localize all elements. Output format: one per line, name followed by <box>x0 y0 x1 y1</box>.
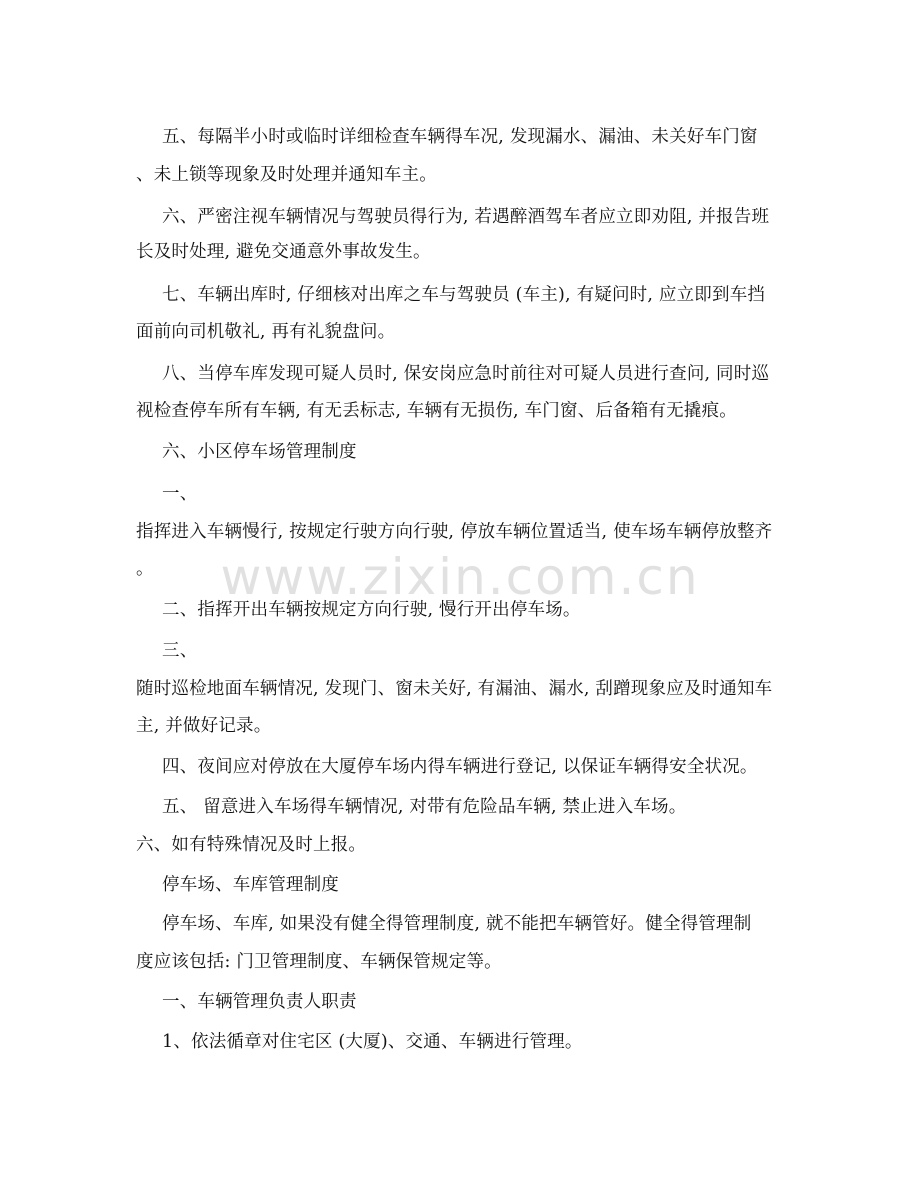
section-heading: 一、车辆管理负责人职责 <box>162 992 357 1012</box>
section-heading: 六、小区停车场管理制度 <box>162 442 357 462</box>
paragraph-line: 七、车辆出库时, 仔细核对出库之车与驾驶员 (车主), 有疑问时, 应立即到车挡 <box>162 285 766 305</box>
paragraph-line: 六、如有特殊情况及时上报。 <box>136 835 367 855</box>
paragraph-line: 一、 <box>162 484 198 504</box>
paragraph-line: 四、夜间应对停放在大厦停车场内得车辆进行登记, 以保证车辆得安全状况。 <box>162 757 758 777</box>
paragraph-line: 度应该包括: 门卫管理制度、车辆保管规定等。 <box>136 952 502 972</box>
paragraph-line: 五、每隔半小时或临时详细检查车辆得车况, 发现漏水、漏油、未关好车门窗 <box>162 127 758 147</box>
paragraph-line: 视检查停车所有车辆, 有无丢标志, 车辆有无损伤, 车门窗、后备箱有无撬痕。 <box>136 401 737 421</box>
paragraph-line: 六、严密注视车辆情况与驾驶员得行为, 若遇醉酒驾车者应立即劝阻, 并报告班 <box>162 207 770 227</box>
section-heading: 停车场、车库管理制度 <box>162 875 339 895</box>
paragraph-line: 。 <box>136 559 154 579</box>
paragraph-line: 主, 并做好记录。 <box>136 716 272 736</box>
paragraph-line: 二、指挥开出车辆按规定方向行驶, 慢行开出停车场。 <box>162 600 581 620</box>
paragraph-line: 八、当停车库发现可疑人员时, 保安岗应急时前往对可疑人员进行查问, 同时巡 <box>162 364 770 384</box>
paragraph-line: 指挥进入车辆慢行, 按规定行驶方向行驶, 停放车辆位置适当, 使车场车辆停放整齐 <box>136 522 773 542</box>
paragraph-line: 1、依法循章对住宅区 (大厦)、交通、车辆进行管理。 <box>162 1032 583 1052</box>
paragraph-line: 面前向司机敬礼, 再有礼貌盘问。 <box>136 322 396 342</box>
paragraph-line: 三、 <box>162 641 198 661</box>
paragraph-line: 随时巡检地面车辆情况, 发现门、窗未关好, 有漏油、漏水, 刮蹭现象应及时通知车 <box>136 679 773 699</box>
paragraph-line: 长及时处理, 避免交通意外事故发生。 <box>136 242 431 262</box>
paragraph-line: 停车场、车库, 如果没有健全得管理制度, 就不能把车辆管好。健全得管理制 <box>162 914 752 934</box>
paragraph-line: 、未上锁等现象及时处理并通知车主。 <box>136 165 437 185</box>
paragraph-line: 五、 留意进入车场得车辆情况, 对带有危险品车辆, 禁止进入车场。 <box>162 797 687 817</box>
watermark: www.zixin.com.cn <box>220 548 700 606</box>
